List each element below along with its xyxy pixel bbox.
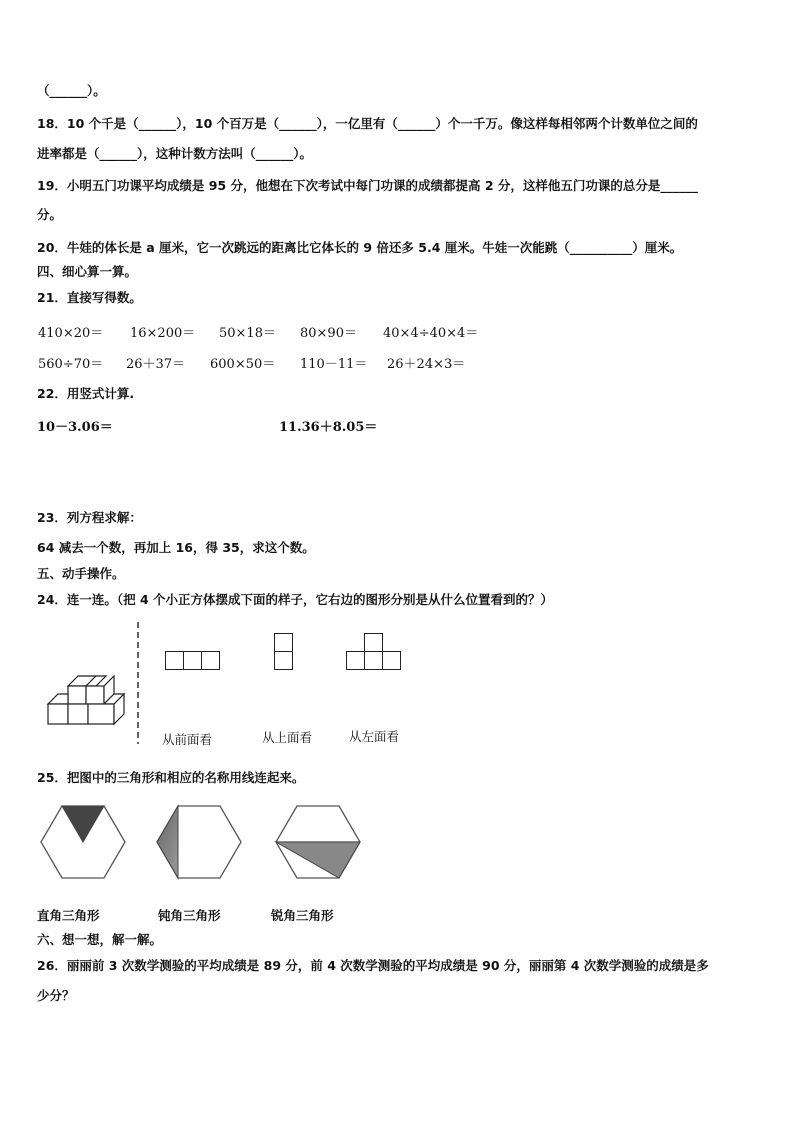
question-24: 24．连一连。（把 4 个小正方体摆成下面的样子，它右边的图形分别是从什么位置看到的？） (37, 592, 554, 607)
calc-item: 410×20＝ (38, 326, 104, 341)
question-26-line2: 少分？ (37, 988, 75, 1003)
hexagon-obtuse-triangle (156, 805, 242, 879)
cube-stack-figure (44, 668, 124, 728)
calc-item: 40×4÷40×4＝ (383, 326, 479, 341)
question-23-text: 64 减去一个数，再加上 16，得 35，求这个数。 (37, 540, 315, 555)
view-front-shape (165, 651, 221, 670)
question-22: 22．用竖式计算. (37, 386, 135, 401)
calc-item: 26＋37＝ (126, 357, 186, 372)
calc-item: 600×50＝ (210, 357, 276, 372)
question-19-line1: 19．小明五门功课平均成绩是 95 分，他想在下次考试中每门功课的成绩都提高 2 分，这样他五门功课的总分是______ (37, 178, 698, 193)
hexagon-right-triangle (40, 805, 126, 879)
question-18-line2: 进率都是（______），这种计数方法叫（______）。 (37, 146, 313, 161)
question-20: 20．牛娃的体长是 a 厘米，它一次跳远的距离比它体长的 9 倍还多 5.4 厘米。牛娃一次能跳（__________）厘米。 (37, 240, 683, 255)
view-label: 从前面看 (162, 732, 213, 747)
hexagon-acute-triangle (275, 805, 361, 879)
question-18-line1: 18．10 个千是（______），10 个百万是（______），一亿里有（______）个一千万。像这样每相邻两个计数单位之间的 (37, 116, 698, 131)
question-23: 23．列方程求解： (37, 510, 142, 525)
triangle-name: 直角三角形 (37, 908, 100, 923)
question-19-line2: 分。 (37, 207, 63, 222)
section-5-heading: 五、动手操作。 (37, 566, 125, 581)
calc-item: 560÷70＝ (38, 357, 104, 372)
calc-item: 16×200＝ (130, 326, 196, 341)
section-4-heading: 四、细心算一算。 (37, 264, 138, 279)
calc-item: 26＋24×3＝ (387, 357, 466, 372)
view-label: 从左面看 (349, 729, 400, 744)
question-21: 21．直接写得数。 (37, 290, 142, 305)
view-label: 从上面看 (262, 730, 313, 745)
dashed-divider (136, 622, 140, 744)
question-25: 25．把图中的三角形和相应的名称用线连起来。 (37, 770, 305, 785)
triangle-name: 钝角三角形 (158, 908, 221, 923)
calc-item: 80×90＝ (300, 326, 357, 341)
calc-item: 110－11＝ (300, 357, 368, 372)
fill-blank-continuation: （______）。 (37, 83, 106, 98)
question-26-line1: 26．丽丽前 3 次数学测验的平均成绩是 89 分，前 4 次数学测验的平均成绩是 90 分，丽丽第 4 次数学测验的成绩是多 (37, 958, 709, 973)
triangle-name: 锐角三角形 (271, 908, 334, 923)
view-left-shape (346, 633, 402, 671)
view-top-shape (274, 633, 294, 671)
calc-item: 50×18＝ (219, 326, 276, 341)
section-6-heading: 六、想一想，解一解。 (37, 932, 163, 947)
vertical-calc-2: 11.36＋8.05＝ (279, 420, 378, 435)
vertical-calc-1: 10－3.06＝ (37, 420, 113, 435)
